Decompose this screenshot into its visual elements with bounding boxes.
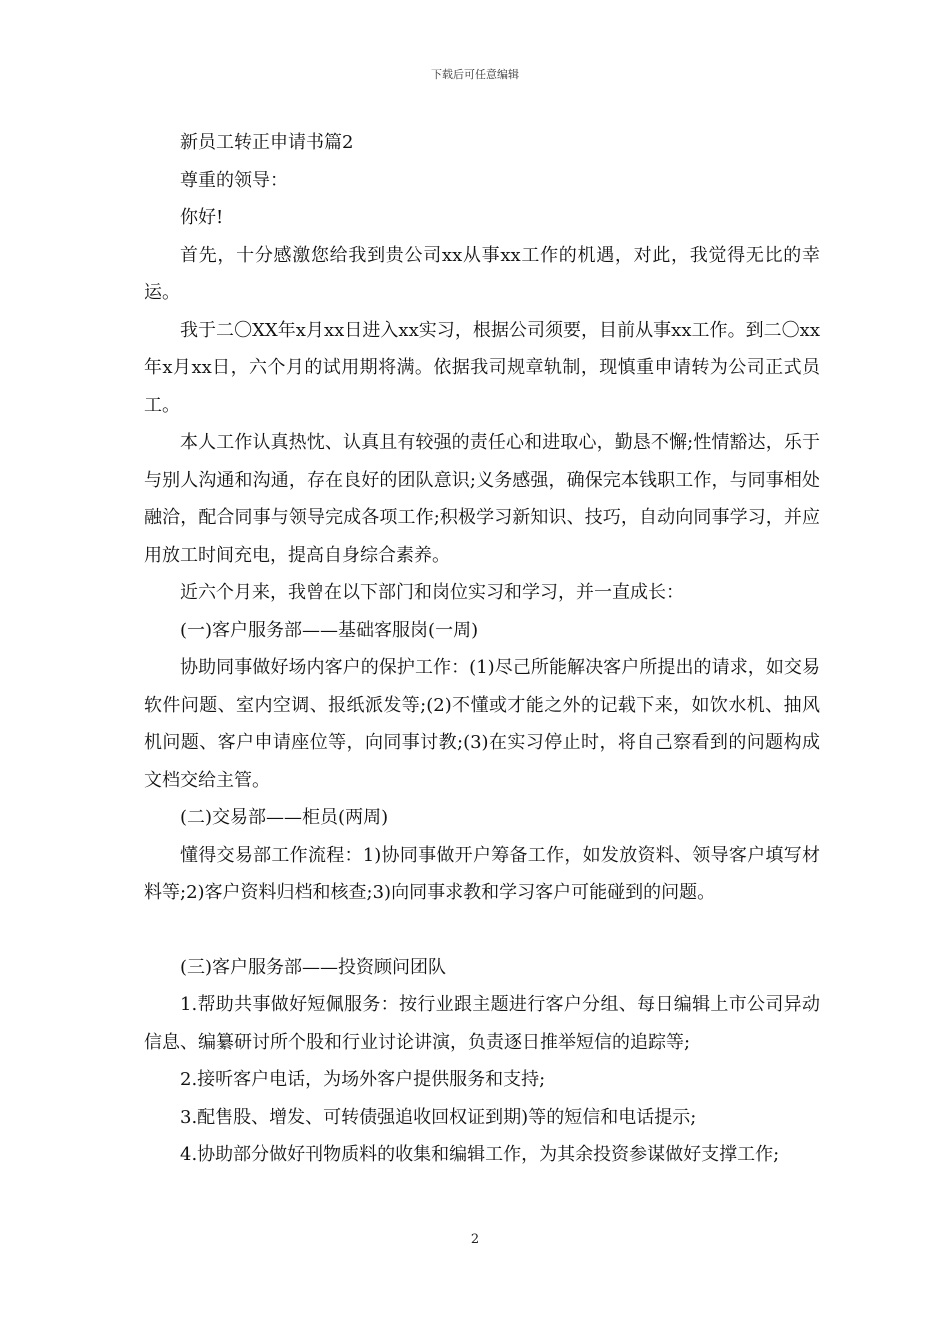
- document-title: 新员工转正申请书篇2: [180, 132, 354, 153]
- list-item: 2.接听客户电话，为场外客户提供服务和支持;: [180, 1069, 546, 1090]
- document-body: [144, 124, 820, 1174]
- paragraph: 协助同事做好场内客户的保护工作：(1)尽己所能解决客户所提出的请求，如交易软件问题、室内空调、报纸派发等;(2)不懂或才能之外的记载下来，如饮水机、抽风机问题、客户申请座位等，向同事讨教;(3)在实习停止时，将自己察看到的问题构成文档交给主管。: [144, 657, 820, 791]
- section-heading: (一)客户服务部——基础客服岗(一周): [180, 619, 479, 641]
- download-note: 下载后可任意编辑: [431, 68, 519, 81]
- list-item: 1.帮助共事做好短佩服务：按行业跟主题进行客户分组、每日编辑上市公司异动信息、编纂研讨所个股和行业讨论讲演，负责逐日推举短信的追踪等;: [144, 994, 820, 1053]
- list-item: 3.配售股、增发、可转债强追收回权证到期)等的短信和电话提示;: [180, 1106, 697, 1128]
- greeting: 你好!: [180, 207, 224, 228]
- paragraph: 首先，十分感激您给我到贵公司xx从事xx工作的机遇，对此，我觉得无比的幸运。: [144, 244, 820, 303]
- section-heading: (二)交易部——柜员(两周): [180, 807, 389, 828]
- paragraph: 懂得交易部工作流程：1)协同事做开户筹备工作，如发放资料、领导客户填写材料等;2)客户资料归档和核查;3)向同事求教和学习客户可能碰到的问题。: [144, 844, 820, 903]
- paragraph: 本人工作认真热忱、认真且有较强的责任心和进取心，勤恳不懈;性情豁达，乐于与别人沟通和沟通，存在良好的团队意识;义务感强，确保完本钱职工作，与同事相处融洽，配合同事与领导完成各项工作;积极学习新知识、技巧，自动向同事学习，并应用放工时间充电，提高自身综合素养。: [144, 432, 820, 566]
- page-number: 2: [470, 1232, 480, 1247]
- salutation: 尊重的领导：: [180, 169, 288, 191]
- list-item: 4.协助部分做好刊物质料的收集和编辑工作，为其余投资参谋做好支撑工作;: [180, 1144, 780, 1165]
- paragraph: 近六个月来，我曾在以下部门和岗位实习和学习，并一直成长：: [180, 582, 684, 603]
- paragraph: 我于二〇XX年x月xx日进入xx实习，根据公司须要，目前从事xx工作。到二〇xx年x月xx日，六个月的试用期将满。依据我司规章轨制，现慎重申请转为公司正式员工。: [144, 319, 820, 416]
- section-heading: (三)客户服务部——投资顾问团队: [180, 956, 447, 978]
